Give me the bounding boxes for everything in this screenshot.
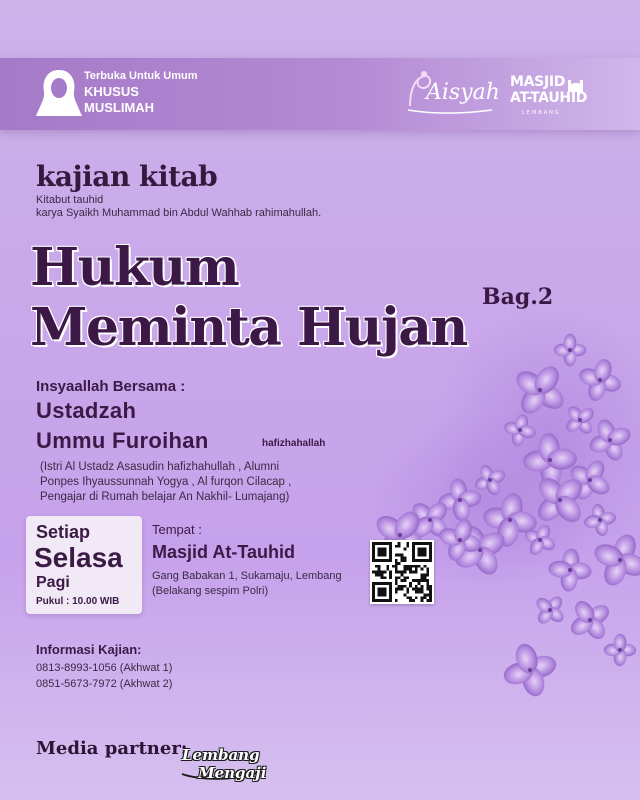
part-label: Bag.2 [482, 284, 554, 310]
speaker-name: Ummu Furoihan [36, 428, 209, 453]
info-label: Informasi Kajian: [36, 642, 142, 657]
banner-line-2: MUSLIMAH [84, 100, 155, 115]
schedule-box [26, 516, 142, 614]
schedule-time-of-day: Pagi [36, 574, 70, 591]
schedule-every: Setiap [36, 522, 91, 542]
masjid-logo-line-2: AT-TAUHID [510, 90, 588, 106]
banner-subtitle: Terbuka Untuk Umum [84, 70, 198, 82]
title-line-1: Hukum [30, 237, 239, 298]
speaker-intro: Insyaallah Bersama : [36, 378, 186, 395]
title-line-2: Meminta Hujan [30, 297, 467, 358]
contact-phone[interactable]: 0813-8993-1056 (Akhwat 1) [36, 662, 173, 674]
qr-code-icon[interactable] [370, 540, 434, 604]
kitab-author: karya Syaikh Muhammad bin Abdul Wahhab rahimahullah. [36, 207, 322, 219]
schedule-day: Selasa [34, 542, 123, 573]
venue-name: Masjid At-Tauhid [152, 542, 295, 562]
schedule-clock: Pukul : 10.00 WIB [36, 596, 120, 607]
speaker-honorific: hafizhahallah [262, 438, 326, 449]
lilac-floret [567, 597, 612, 642]
partner-logo-line-1: Lembang [182, 746, 260, 764]
lilac-floret [604, 634, 637, 667]
speaker-bio-line: (Istri Al Ustadz Asasudin hafizhahullah , Alumni [40, 461, 280, 473]
venue-label: Tempat : [152, 522, 202, 537]
top-banner [0, 58, 640, 130]
kajian-heading: kajian kitab [36, 160, 218, 193]
lilac-floret [501, 641, 559, 699]
kitab-name: Kitabut tauhid [36, 194, 104, 206]
hijab-woman-icon [34, 66, 84, 120]
lilac-floret [533, 593, 566, 626]
masjid-logo-line-1: MASJID [510, 74, 566, 90]
aisyah-logo-text: Aisyah [426, 80, 500, 105]
masjid-logo-line-3: LEMBANG [522, 110, 561, 116]
partner-logo-line-2: Mengaji [198, 764, 267, 782]
banner-line-1: KHUSUS [84, 84, 139, 99]
speaker-bio-line: Pengajar di Rumah belajar An Nakhil- Lumajang) [40, 491, 290, 503]
venue-note: (Belakang sespim Polri) [152, 585, 269, 597]
contact-phone[interactable]: 0851-5673-7972 (Akhwat 2) [36, 678, 173, 690]
venue-address: Gang Babakan 1, Sukamaju, Lembang [152, 570, 342, 582]
media-partner-label: Media partner: [36, 738, 188, 759]
speaker-title-prefix: Ustadzah [36, 398, 137, 423]
speaker-bio-line: Ponpes Ihyaussunnah Yogya , Al furqon Cilacap , [40, 476, 292, 488]
